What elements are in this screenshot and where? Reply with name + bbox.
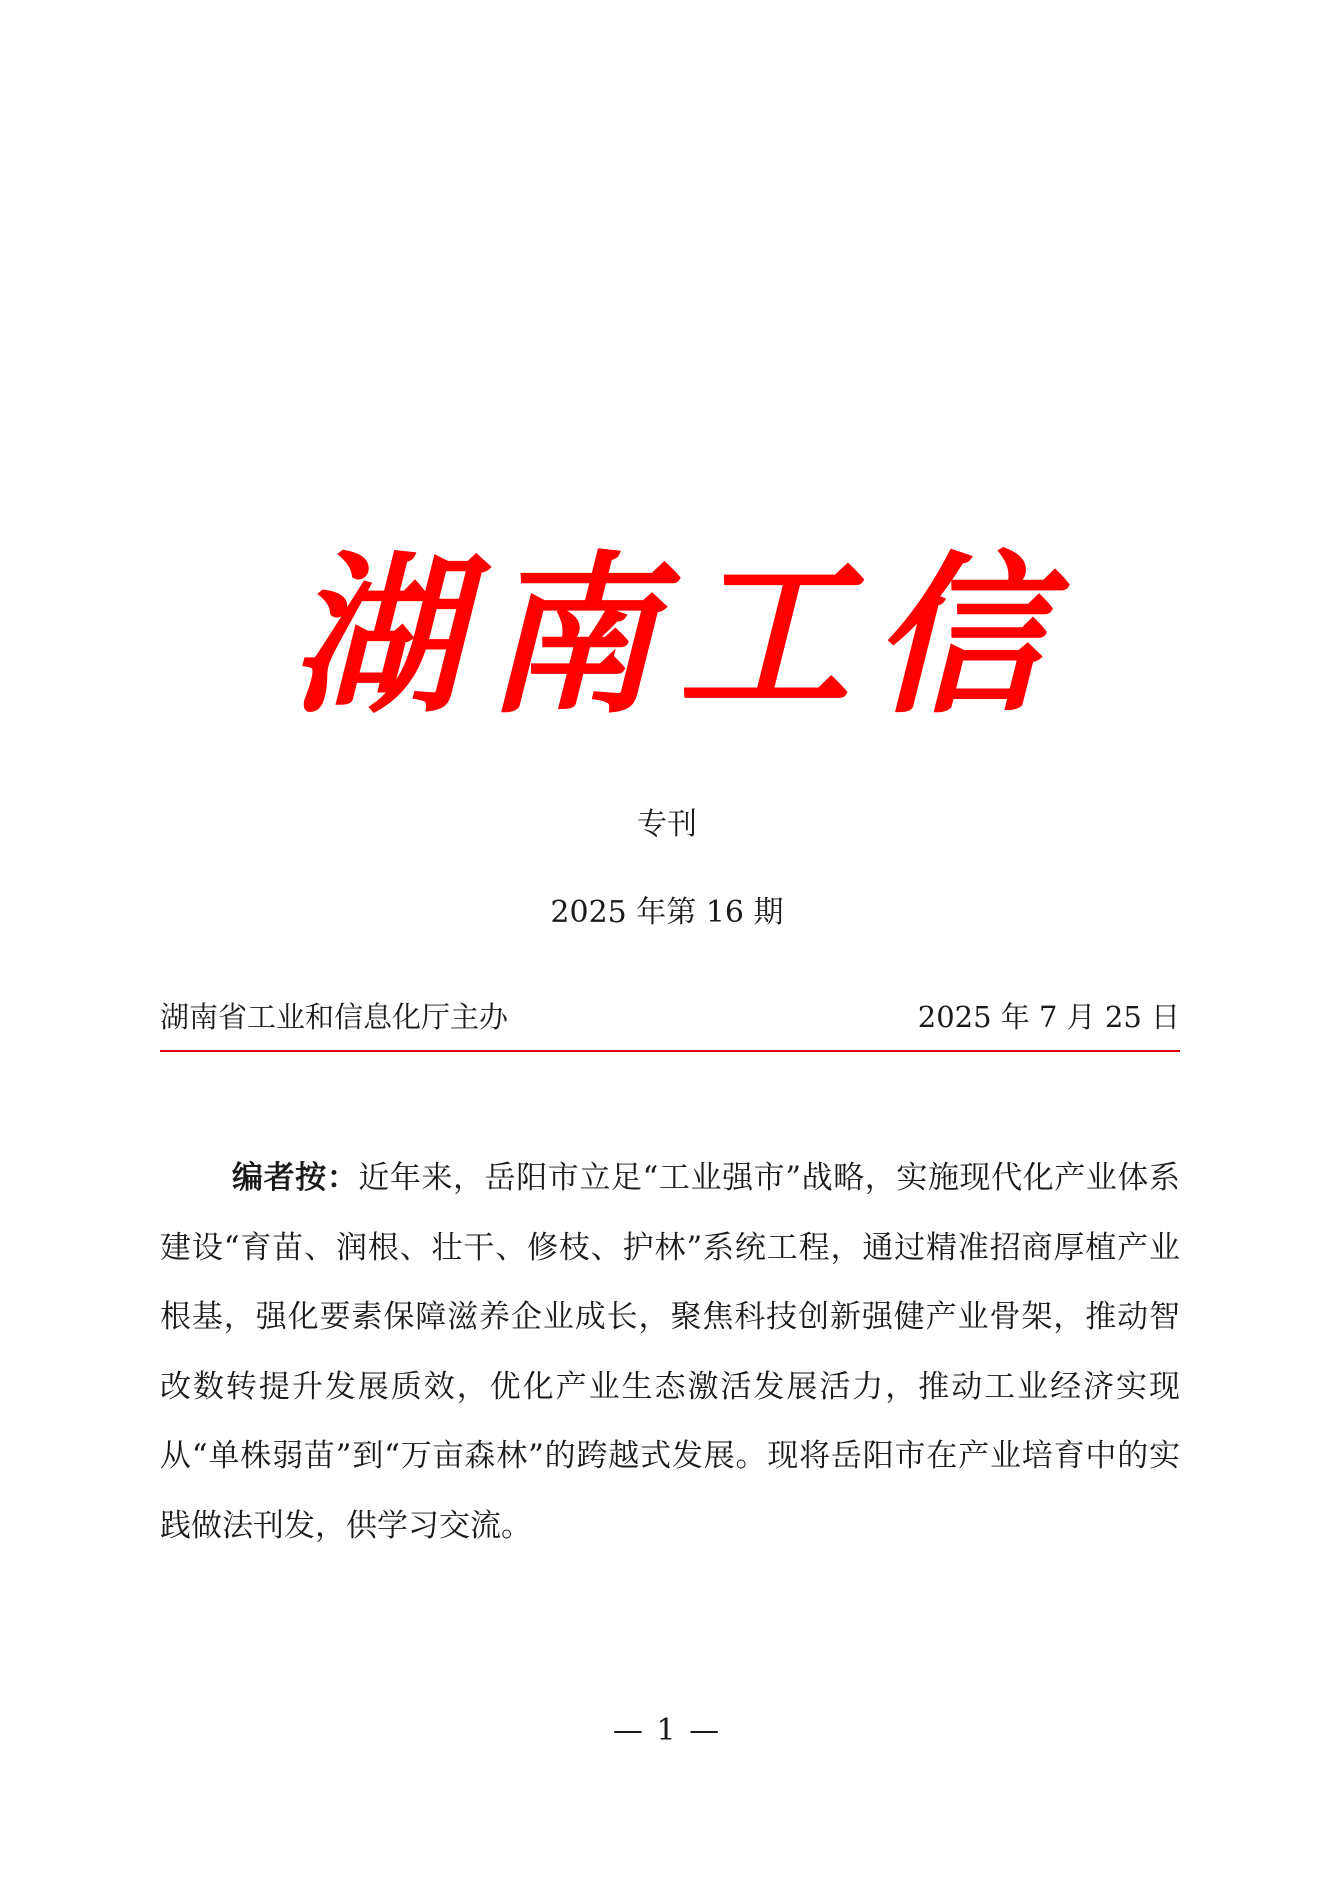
publisher-row [160,996,1180,1038]
publish-date: 2025 年 7 月 25 日 [917,1000,1180,1034]
editor-note-text: 近年来，岳阳市立足“工业强市”战略，实施现代化产业体系建设“育苗、润根、壮干、修枝、护林”系统工程，通过精准招商厚植产业根基，强化要素保障滋养企业成长，聚焦科技创新强健产业骨架，推动智改数转提升发展质效，优化产业生态激活发展活力，推动工业经济实现从“单株弱苗”到“万亩森林”的跨越式发展。现将岳阳市在产业培育中的实践做法刊发，供学习交流。 [160,1160,1180,1544]
page-number: — 1 — [612,1713,722,1748]
masthead-title: 湖南工信 [290,536,1066,737]
masthead [0,538,1334,736]
editor-note [160,1144,1180,1561]
editor-note-label: 编者按： [232,1160,359,1196]
publisher-name: 湖南省工业和信息化厅主办 [160,1000,509,1034]
header-divider [160,1050,1180,1052]
issue-number: 2025 年第 16 期 [550,895,784,930]
issue-type: 专刊 [637,807,697,842]
